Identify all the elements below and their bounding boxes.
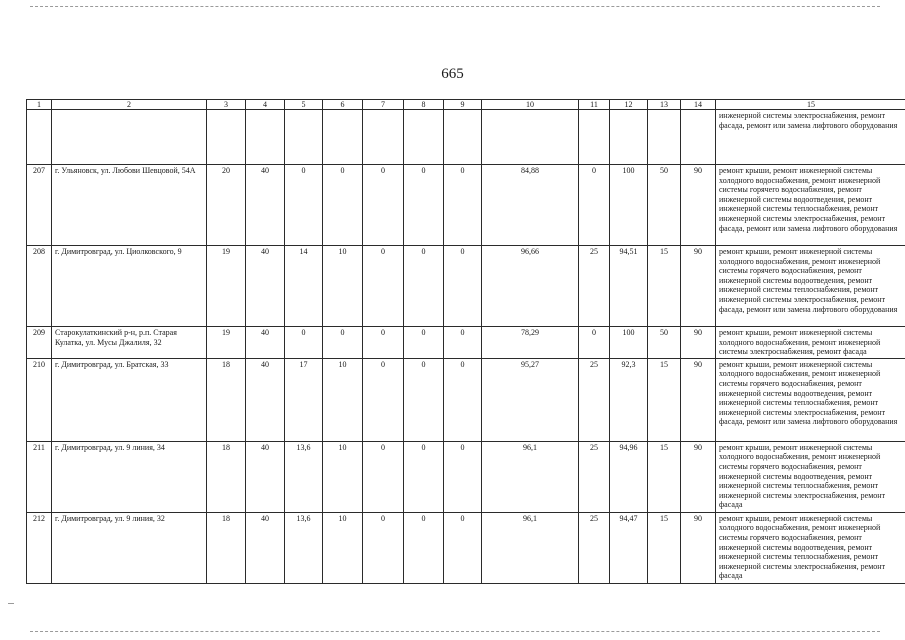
- value-cell: 50: [648, 327, 681, 359]
- header-cell: 13: [648, 100, 681, 110]
- table-row: [27, 512, 905, 583]
- value-cell: 25: [579, 358, 610, 441]
- row-id: 210: [27, 358, 52, 441]
- value-cell: 40: [246, 246, 285, 327]
- value-cell: 18: [207, 358, 246, 441]
- header-cell: 7: [363, 100, 404, 110]
- header-cell: 3: [207, 100, 246, 110]
- value-cell: 13,6: [285, 441, 323, 512]
- value-cell: 90: [681, 441, 716, 512]
- value-cell: 0: [404, 358, 444, 441]
- value-cell: 0: [363, 327, 404, 359]
- value-cell: 10: [323, 246, 363, 327]
- scan-edge-top: [30, 6, 880, 7]
- value-cell: 96,1: [482, 512, 579, 583]
- row-id: 209: [27, 327, 52, 359]
- work-description: ремонт крыши, ремонт инженерной системы холодного водоснабжения, ремонт инженерной системы горячего водоснабжения, ремонт инженерной системы водоотведения, ремонт инженерной системы теплоснабжения, ремонт инженерной системы электроснабжения, ремонт фасада: [716, 512, 905, 583]
- value-cell: 90: [681, 358, 716, 441]
- value-cell: 0: [579, 165, 610, 246]
- empty-cell: [323, 110, 363, 165]
- value-cell: 100: [610, 165, 648, 246]
- table-row: [27, 441, 905, 512]
- value-cell: 100: [610, 327, 648, 359]
- header-cell: 1: [27, 100, 52, 110]
- work-description: ремонт крыши, ремонт инженерной системы холодного водоснабжения, ремонт инженерной системы электроснабжения, ремонт фасада: [716, 327, 905, 359]
- empty-cell: [52, 110, 207, 165]
- address: г. Димитровград, ул. 9 линия, 34: [52, 441, 207, 512]
- value-cell: 90: [681, 512, 716, 583]
- empty-cell: [444, 110, 482, 165]
- value-cell: 92,3: [610, 358, 648, 441]
- continuation-row: [27, 110, 905, 165]
- value-cell: 0: [363, 246, 404, 327]
- header-cell: 10: [482, 100, 579, 110]
- header-cell: 12: [610, 100, 648, 110]
- value-cell: 10: [323, 358, 363, 441]
- value-cell: 40: [246, 512, 285, 583]
- row-id: 212: [27, 512, 52, 583]
- value-cell: 0: [404, 246, 444, 327]
- address: Старокулаткинский р-н, р.п. Старая Кулатка, ул. Мусы Джалиля, 32: [52, 327, 207, 359]
- value-cell: 94,51: [610, 246, 648, 327]
- value-cell: 0: [444, 246, 482, 327]
- header-cell: 14: [681, 100, 716, 110]
- value-cell: 20: [207, 165, 246, 246]
- value-cell: 94,47: [610, 512, 648, 583]
- value-cell: 0: [404, 441, 444, 512]
- value-cell: 18: [207, 441, 246, 512]
- empty-cell: [482, 110, 579, 165]
- header-cell: 5: [285, 100, 323, 110]
- header-cell: 8: [404, 100, 444, 110]
- address: г. Димитровград, ул. 9 линия, 32: [52, 512, 207, 583]
- header-row: [27, 100, 905, 110]
- address: г. Ульяновск, ул. Любови Шевцовой, 54А: [52, 165, 207, 246]
- row-id: 211: [27, 441, 52, 512]
- value-cell: 0: [404, 165, 444, 246]
- value-cell: 19: [207, 327, 246, 359]
- value-cell: 90: [681, 165, 716, 246]
- empty-cell: [246, 110, 285, 165]
- header-cell: 11: [579, 100, 610, 110]
- header-cell: 2: [52, 100, 207, 110]
- value-cell: 0: [444, 441, 482, 512]
- header-cell: 4: [246, 100, 285, 110]
- work-description: ремонт крыши, ремонт инженерной системы холодного водоснабжения, ремонт инженерной системы горячего водоснабжения, ремонт инженерной системы водоотведения, ремонт инженерной системы теплоснабжения, ремонт инженерной системы электроснабжения, ремонт фасада, ремонт или замена лифтового оборудования: [716, 246, 905, 327]
- value-cell: 0: [285, 327, 323, 359]
- value-cell: 0: [404, 512, 444, 583]
- value-cell: 84,88: [482, 165, 579, 246]
- value-cell: 40: [246, 327, 285, 359]
- value-cell: 10: [323, 441, 363, 512]
- value-cell: 10: [323, 512, 363, 583]
- value-cell: 40: [246, 165, 285, 246]
- value-cell: 96,66: [482, 246, 579, 327]
- work-description: ремонт крыши, ремонт инженерной системы холодного водоснабжения, ремонт инженерной системы горячего водоснабжения, ремонт инженерной системы водоотведения, ремонт инженерной системы теплоснабжения, ремонт инженерной системы электроснабжения, ремонт фасада, ремонт или замена лифтового оборудования: [716, 358, 905, 441]
- value-cell: 0: [363, 512, 404, 583]
- empty-cell: [285, 110, 323, 165]
- value-cell: 94,96: [610, 441, 648, 512]
- table-row: [27, 246, 905, 327]
- table-row: [27, 327, 905, 359]
- value-cell: 0: [363, 441, 404, 512]
- empty-cell: [681, 110, 716, 165]
- empty-cell: [610, 110, 648, 165]
- value-cell: 90: [681, 327, 716, 359]
- value-cell: 0: [444, 512, 482, 583]
- value-cell: 0: [285, 165, 323, 246]
- value-cell: 0: [363, 358, 404, 441]
- value-cell: 78,29: [482, 327, 579, 359]
- header-cell: 9: [444, 100, 482, 110]
- value-cell: 0: [444, 327, 482, 359]
- value-cell: 15: [648, 512, 681, 583]
- page-number: 665: [441, 66, 464, 82]
- work-description: ремонт крыши, ремонт инженерной системы холодного водоснабжения, ремонт инженерной системы горячего водоснабжения, ремонт инженерной системы водоотведения, ремонт инженерной системы теплоснабжения, ремонт инженерной системы электроснабжения, ремонт фасада: [716, 441, 905, 512]
- value-cell: 0: [323, 165, 363, 246]
- table-row: [27, 165, 905, 246]
- value-cell: 0: [579, 327, 610, 359]
- value-cell: 40: [246, 358, 285, 441]
- value-cell: 18: [207, 512, 246, 583]
- value-cell: 0: [444, 165, 482, 246]
- value-cell: 40: [246, 441, 285, 512]
- value-cell: 50: [648, 165, 681, 246]
- empty-cell: [363, 110, 404, 165]
- address: г. Димитровград, ул. Братская, 33: [52, 358, 207, 441]
- repair-table: [26, 99, 905, 584]
- value-cell: 15: [648, 358, 681, 441]
- value-cell: 15: [648, 441, 681, 512]
- row-id: 208: [27, 246, 52, 327]
- work-description: инженерной системы электроснабжения, ремонт фасада, ремонт или замена лифтового оборудования: [716, 110, 905, 165]
- value-cell: 17: [285, 358, 323, 441]
- value-cell: 95,27: [482, 358, 579, 441]
- empty-cell: [579, 110, 610, 165]
- table-row: [27, 358, 905, 441]
- value-cell: 0: [323, 327, 363, 359]
- empty-cell: [404, 110, 444, 165]
- work-description: ремонт крыши, ремонт инженерной системы холодного водоснабжения, ремонт инженерной системы горячего водоснабжения, ремонт инженерной системы водоотведения, ремонт инженерной системы теплоснабжения, ремонт инженерной системы электроснабжения, ремонт фасада, ремонт или замена лифтового оборудования: [716, 165, 905, 246]
- empty-cell: [207, 110, 246, 165]
- value-cell: 90: [681, 246, 716, 327]
- value-cell: 15: [648, 246, 681, 327]
- value-cell: 0: [404, 327, 444, 359]
- address: г. Димитровград, ул. Циолковского, 9: [52, 246, 207, 327]
- scan-edge-bottom: [30, 631, 880, 632]
- header-cell: 15: [716, 100, 905, 110]
- value-cell: 25: [579, 441, 610, 512]
- scan-mark-left: [8, 603, 14, 604]
- row-id: 207: [27, 165, 52, 246]
- value-cell: 19: [207, 246, 246, 327]
- value-cell: 13,6: [285, 512, 323, 583]
- value-cell: 14: [285, 246, 323, 327]
- value-cell: 25: [579, 512, 610, 583]
- empty-cell: [648, 110, 681, 165]
- value-cell: 25: [579, 246, 610, 327]
- empty-cell: [27, 110, 52, 165]
- value-cell: 96,1: [482, 441, 579, 512]
- header-cell: 6: [323, 100, 363, 110]
- value-cell: 0: [363, 165, 404, 246]
- value-cell: 0: [444, 358, 482, 441]
